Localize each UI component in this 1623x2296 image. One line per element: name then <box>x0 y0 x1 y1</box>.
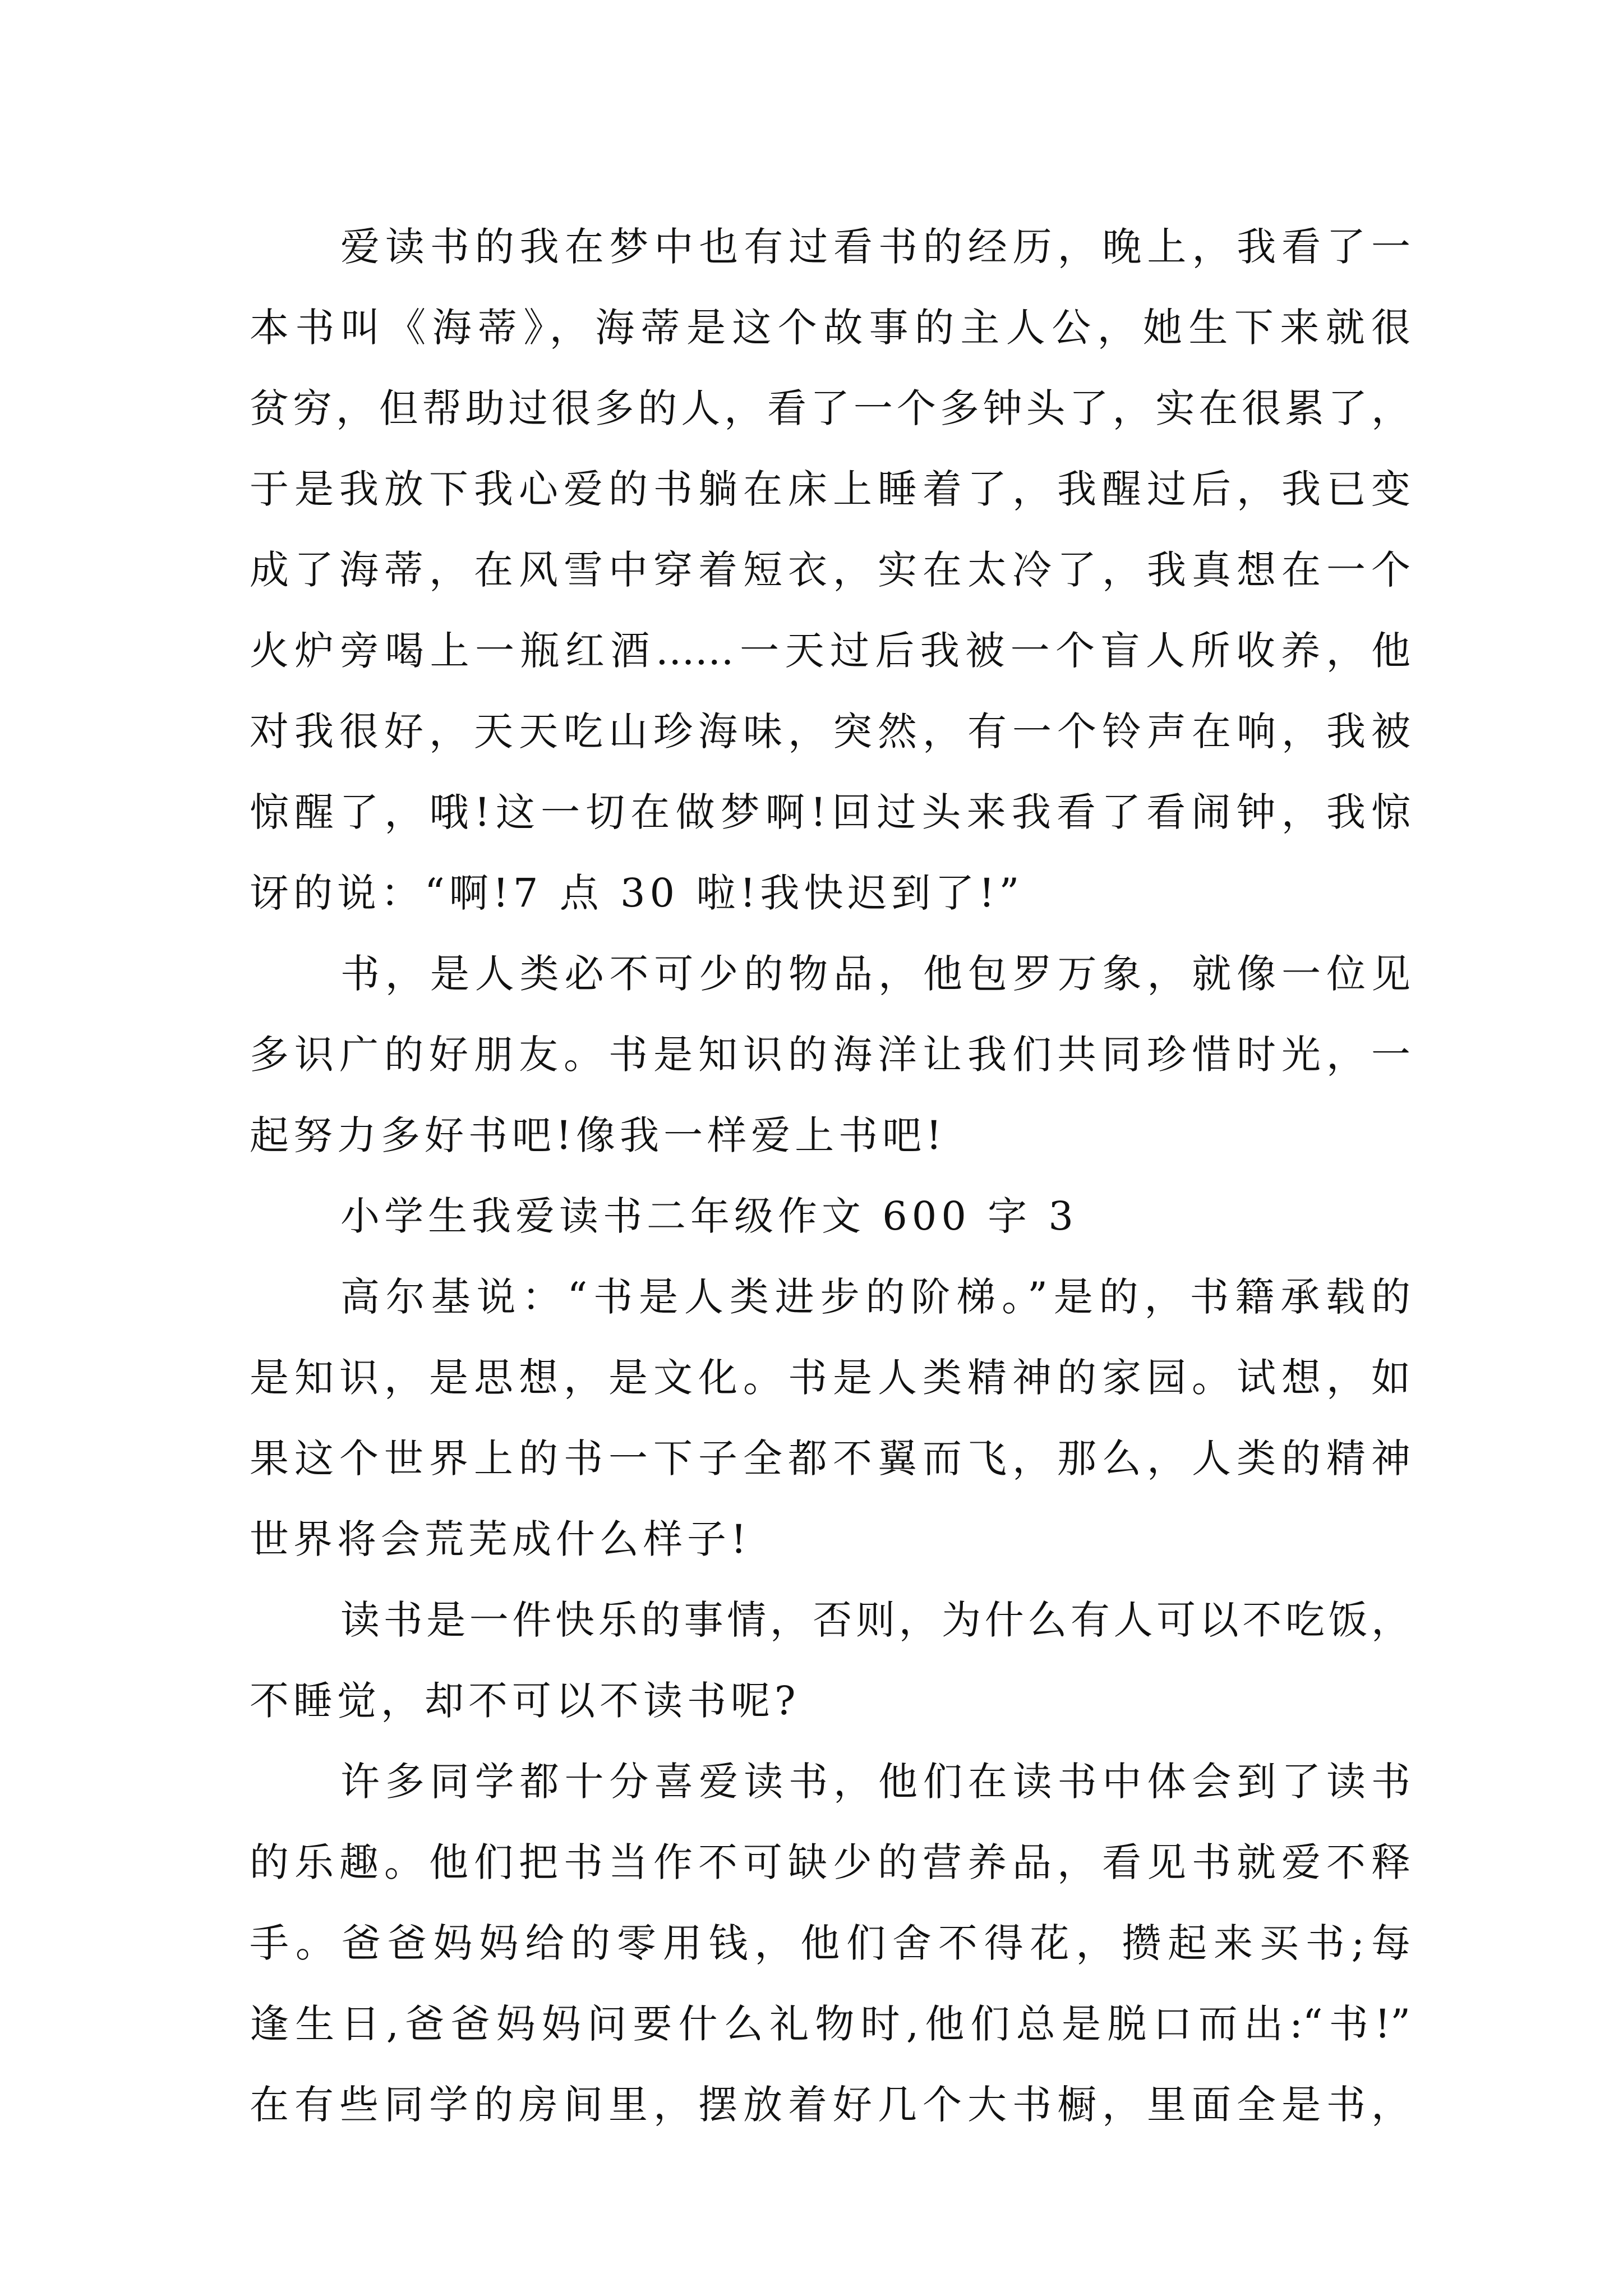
paragraph-line: 爱读书的我在梦中也有过看书的经历，晚上，我看了一 <box>340 224 1410 270</box>
paragraph-line: 的乐趣。他们把书当作不可缺少的营养品，看见书就爱不释 <box>250 1839 1410 1885</box>
paragraph-line: 火炉旁喝上一瓶红酒……一天过后我被一个盲人所收养，他 <box>250 628 1410 674</box>
section-heading: 小学生我爱读书二年级作文 600 字 3 <box>340 1193 1078 1239</box>
paragraph-line: 不睡觉，却不可以不读书呢? <box>250 1678 800 1724</box>
paragraph-line: 多识广的好朋友。书是知识的海洋让我们共同珍惜时光，一 <box>250 1032 1410 1078</box>
paragraph-line: 讶的说：“啊!7 点 30 啦!我快迟到了!” <box>250 870 1024 916</box>
paragraph-line: 世界将会荒芜成什么样子! <box>250 1516 751 1562</box>
paragraph-line: 成了海蒂，在风雪中穿着短衣，实在太冷了，我真想在一个 <box>250 547 1410 593</box>
paragraph-line: 贫穷，但帮助过很多的人，看了一个多钟头了，实在很累了， <box>250 385 1410 431</box>
paragraph-line: 书，是人类必不可少的物品，他包罗万象，就像一位见 <box>340 951 1410 997</box>
paragraph-line: 高尔基说：“书是人类进步的阶梯。”是的，书籍承载的 <box>340 1274 1410 1320</box>
paragraph-line: 许多同学都十分喜爱读书，他们在读书中体会到了读书 <box>340 1759 1410 1805</box>
paragraph-line: 于是我放下我心爱的书躺在床上睡着了，我醒过后，我已变 <box>250 466 1410 512</box>
paragraph-line: 对我很好，天天吃山珍海味，突然，有一个铃声在响，我被 <box>250 708 1410 754</box>
paragraph-line: 在有些同学的房间里，摆放着好几个大书橱，里面全是书， <box>250 2082 1410 2128</box>
document-body <box>250 206 1410 2145</box>
paragraph-line: 起努力多好书吧!像我一样爱上书吧! <box>250 1112 947 1158</box>
paragraph-line: 果这个世界上的书一下子全都不翼而飞，那么，人类的精神 <box>250 1435 1410 1481</box>
paragraph-line: 本书叫《海蒂》，海蒂是这个故事的主人公，她生下来就很 <box>250 305 1410 351</box>
paragraph-line: 读书是一件快乐的事情，否则，为什么有人可以不吃饭， <box>340 1597 1410 1643</box>
paragraph-line: 逢生日,爸爸妈妈问要什么礼物时,他们总是脱口而出:“书!” <box>250 2001 1410 2047</box>
paragraph-line: 手。爸爸妈妈给的零用钱，他们舍不得花，攒起来买书;每 <box>250 1920 1410 1966</box>
paragraph-line: 是知识，是思想，是文化。书是人类精神的家园。试想，如 <box>250 1355 1410 1401</box>
paragraph-line: 惊醒了，哦!这一切在做梦啊!回过头来我看了看闹钟，我惊 <box>250 789 1410 835</box>
